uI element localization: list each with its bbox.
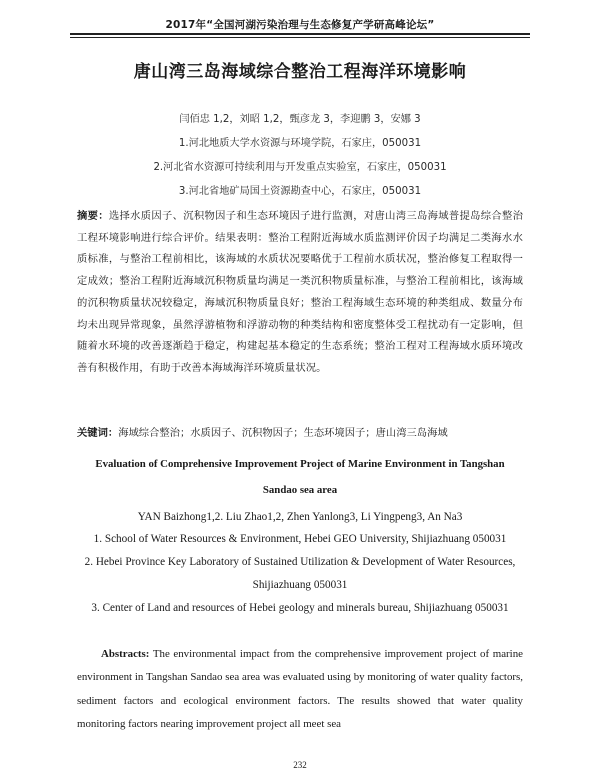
header-rule-thin <box>70 37 530 38</box>
keywords-chinese-label: 关键词： <box>77 427 119 439</box>
authors-chinese: 闫佰忠 1,2，刘昭 1,2，甄彦龙 3，李迎鹏 3，安娜 3 <box>179 114 421 125</box>
keywords-chinese <box>77 423 523 444</box>
affiliation-english-2: 2. Hebei Province Key Laboratory of Sustained Utilization & Development of Water Resources, Shijiazhuang 050031 <box>84 556 516 591</box>
header-rule-thick <box>70 33 530 35</box>
affiliation-english-1: 1. School of Water Resources & Environment, Hebei GEO University, Shijiazhuang 050031 <box>93 533 507 545</box>
abstract-chinese-text: 选择水质因子、沉积物因子和生态环境因子进行监测，对唐山湾三岛海域普提岛综合整治工程环境影响进行综合评价。结果表明：整治工程附近海域水质监测评价因子均满足二类海水水质标准，与整治工程前相比，该海域的水质状况要略优于工程前水质状况，整治修复工程取得一定成效；整治工程附近海域沉积物质量均满足一类沉积物质量标准，与整治工程前相比，该海域的沉积物质量状况较稳定，海域沉积物质量良好；整治工程海域生态环境的种类组成、数量分布均未出现异常现象，虽然浮游植物和浮游动物的种类结构和密度整体受工程扰动有一定影响，但随着水环境的改善逐渐趋于稳定，构建起基本稳定的生态系统；整治工程对工程海域水质环境改善有积极作用，有助于改善本海域海洋环境质量状况。 <box>77 210 523 374</box>
affiliation-english-3: 3. Center of Land and resources of Hebei geology and minerals bureau, Shijiazhuang 050031 <box>91 602 509 614</box>
abstract-english-label: Abstracts: <box>101 648 150 660</box>
authors-english: YAN Baizhong1,2. Liu Zhao1,2, Zhen Yanlong3, Li Yingpeng3, An Na3 <box>137 511 463 523</box>
title-chinese: 唐山湾三岛海域综合整治工程海洋环境影响 <box>133 62 467 82</box>
abstract-chinese <box>77 206 523 380</box>
affiliation-chinese-2: 2.河北省水资源可持续利用与开发重点实验室，石家庄，050031 <box>153 162 447 173</box>
affiliation-chinese-1: 1.河北地质大学水资源与环境学院，石家庄，050031 <box>178 138 422 149</box>
abstract-chinese-label: 摘要： <box>77 210 109 222</box>
title-english: Evaluation of Comprehensive Improvement Project of Marine Environment in Tangshan Sandao sea area <box>95 458 505 496</box>
keywords-chinese-text: 海域综合整治；水质因子、沉积物因子；生态环境因子；唐山湾三岛海域 <box>118 427 448 439</box>
abstract-english-text: The environmental impact from the comprehensive improvement project of marine environment in Tangshan Sandao sea area was evaluated using by monitoring of water quality factors, sediment factors and ecological environment factors. The results showed that water quality monitoring factors nearing improvement project all meet sea <box>77 648 523 731</box>
affiliation-chinese-3: 3.河北省地矿局国土资源勘查中心，石家庄，050031 <box>178 186 422 197</box>
running-header: 2017年“全国河湖污染治理与生态修复产学研高峰论坛” <box>165 19 435 31</box>
abstract-english <box>77 643 523 737</box>
page-number: 232 <box>293 760 307 770</box>
